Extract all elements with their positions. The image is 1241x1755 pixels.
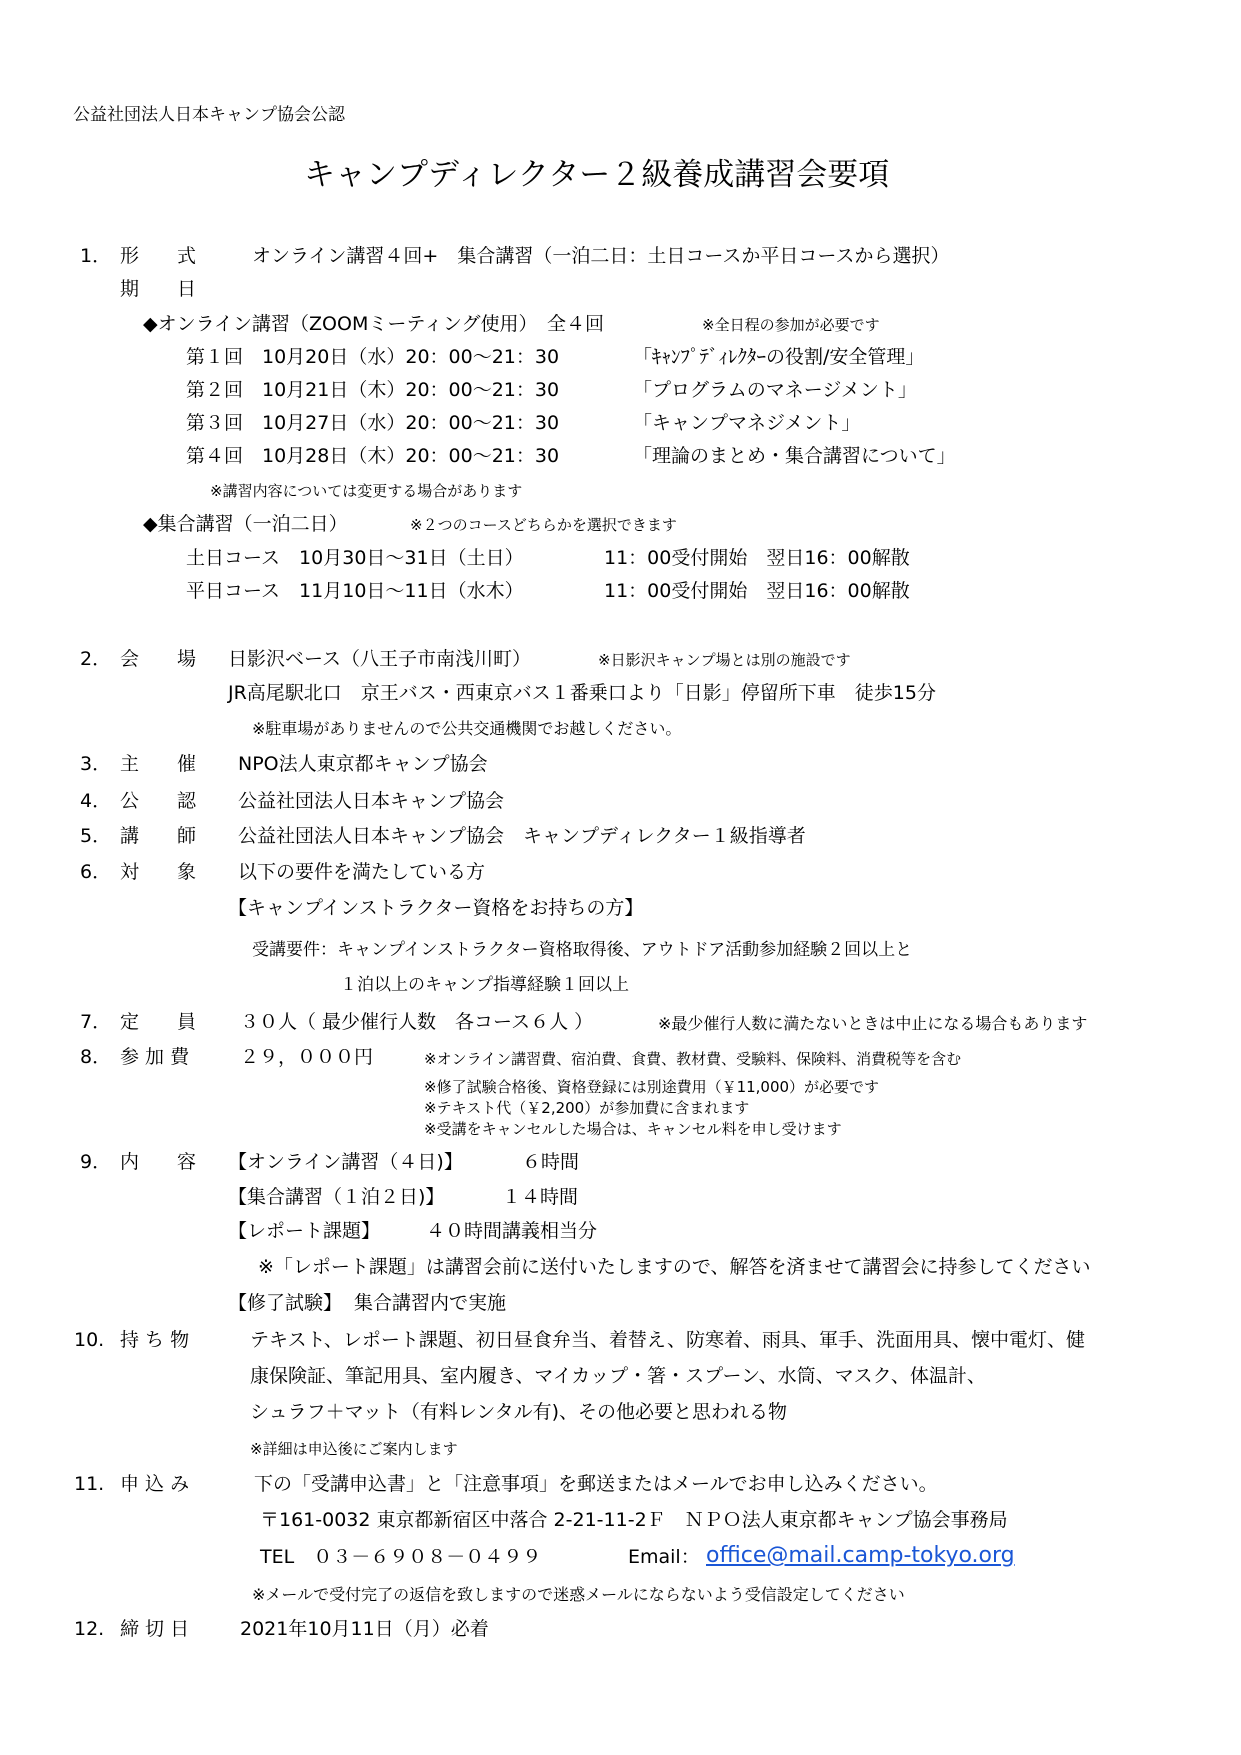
section-2-number: 2． — [80, 648, 112, 670]
group-heading: ◆集合講習（一泊二日） — [143, 513, 348, 535]
venue-note: ※日影沢キャンプ場とは別の施設です — [598, 651, 851, 669]
course-weekend-time: 11：00受付開始 翌日16：00解散 — [604, 547, 910, 569]
section-7-number: 7． — [80, 1011, 112, 1033]
section-11-number: 11. — [74, 1473, 105, 1495]
section-9-number: 9． — [80, 1151, 112, 1173]
email-note: ※メールで受付完了の返信を致しますので迷惑メールにならないよう受信設定してください — [252, 1585, 905, 1604]
content-online-value: ６時間 — [522, 1151, 580, 1173]
online-note: ※全日程の参加が必要です — [702, 316, 880, 334]
section-12-number: 12. — [74, 1618, 105, 1640]
capacity-note: ※最少催行人数に満たないときは中止になる場合もあります — [658, 1014, 1088, 1033]
section-4-number: 4． — [80, 790, 112, 812]
course-weekday-date: 平日コース 11月10日～11日（水木） — [186, 580, 524, 602]
section-2-label: 会 場 — [120, 648, 197, 670]
section-3-label: 主 催 — [120, 753, 197, 775]
section-5-number: 5． — [80, 825, 112, 847]
session-4-topic: 「理論のまとめ・集合講習について」 — [633, 445, 956, 467]
content-group-name: 【集合講習（１泊２日)】 — [228, 1186, 445, 1208]
requirement-line-1: 受講要件：キャンプインストラクター資格取得後、アウトドア活動参加経験２回以上と — [252, 940, 913, 960]
target-text: 以下の要件を満たしている方 — [238, 861, 486, 883]
section-4-label: 公 認 — [120, 790, 197, 812]
section-11-label: 申 込 み — [120, 1473, 190, 1495]
section-1-label: 形 式 — [120, 245, 197, 267]
fee: ２９，０００円 — [240, 1046, 374, 1068]
content-report-name: 【レポート課題】 — [228, 1220, 381, 1242]
instructor: 公益社団法人日本キャンプ協会 キャンプディレクター１級指導者 — [238, 825, 806, 847]
requirement-line-2: １泊以上のキャンプ指導経験１回以上 — [340, 975, 629, 995]
section-6-label: 対 象 — [120, 861, 197, 883]
group-note: ※２つのコースどちらかを選択できます — [410, 516, 677, 534]
exam-name: 【修了試験】 — [228, 1292, 343, 1314]
report-note: ※「レポート課題」は講習会前に送付いたしますので、解答を済ませて講習会に持参してください — [258, 1256, 1091, 1278]
section-1-date-label: 期 日 — [120, 278, 197, 300]
session-1-topic: 「ｷｬﾝﾌﾟﾃﾞｨﾚｸﾀｰの役割/安全管理」 — [633, 346, 925, 368]
target-bracket: 【キャンプインストラクター資格をお持ちの方】 — [228, 897, 644, 919]
fee-note-4: ※受講をキャンセルした場合は、キャンセル料を申し受けます — [424, 1120, 842, 1138]
belongings-line-1: テキスト、レポート課題、初日昼食弁当、着替え、防寒着、雨具、軍手、洗面用具、懐中電灯、健 — [250, 1329, 1086, 1351]
section-1-number: 1． — [80, 245, 112, 267]
content-report-value: ４０時間講義相当分 — [426, 1220, 598, 1242]
office-tel: TEL ０３－６９０８－０４９９ — [260, 1546, 542, 1568]
section-10-number: 10. — [74, 1329, 105, 1351]
section-8-number: 8． — [80, 1046, 112, 1068]
fee-note-1: ※オンライン講習費、宿泊費、食費、教材費、受験料、保険料、消費税等を含む — [424, 1050, 962, 1068]
section-8-label: 参 加 費 — [120, 1046, 190, 1068]
session-1-date: 第１回 10月20日（水）20：00～21：30 — [186, 346, 560, 368]
session-3-date: 第３回 10月27日（水）20：00～21：30 — [186, 412, 560, 434]
session-2-date: 第２回 10月21日（木）20：00～21：30 — [186, 379, 560, 401]
organizer: NPO法人東京都キャンプ協会 — [238, 753, 488, 775]
section-1-format: オンライン講習４回+ 集合講習（一泊二日：土日コースか平日コースから選択） — [252, 245, 950, 267]
session-3-topic: 「キャンプマネジメント」 — [633, 412, 861, 434]
section-3-number: 3． — [80, 753, 112, 775]
belongings-note: ※詳細は申込後にご案内します — [250, 1440, 458, 1458]
section-7-label: 定 員 — [120, 1011, 197, 1033]
venue-access: JR高尾駅北口 京王バス・西東京バス１番乗口より「日影」停留所下車 徒歩15分 — [228, 682, 936, 704]
online-heading: ◆オンライン講習（ZOOMミーティング使用） 全４回 — [143, 313, 604, 335]
office-address: 〒161-0032 東京都新宿区中落合 2-21-11-2Ｆ ＮＰＯ法人東京都キャンプ協会事務局 — [260, 1509, 1008, 1531]
venue-name: 日影沢ベース（八王子市南浅川町） — [228, 648, 532, 670]
course-weekday-time: 11：00受付開始 翌日16：00解散 — [604, 580, 910, 602]
approver: 公益社団法人日本キャンプ協会 — [238, 790, 505, 812]
session-2-topic: 「プログラムのマネージメント」 — [633, 379, 917, 401]
deadline: 2021年10月11日（月）必着 — [240, 1618, 489, 1640]
section-5-label: 講 師 — [120, 825, 197, 847]
email-label: Email： — [628, 1546, 700, 1568]
page-title: キャンプディレクター２級養成講習会要項 — [304, 157, 890, 193]
fee-note-3: ※テキスト代（￥2,200）が参加費に含まれます — [424, 1099, 750, 1117]
content-group-value: １４時間 — [502, 1186, 579, 1208]
section-9-label: 内 容 — [120, 1151, 197, 1173]
application-text: 下の「受講申込書」と「注意事項」を郵送またはメールでお申し込みください。 — [254, 1473, 938, 1495]
org-approval: 公益社団法人日本キャンプ協会公認 — [73, 105, 345, 125]
course-weekend-date: 土日コース 10月30日～31日（土日） — [186, 547, 524, 569]
section-6-number: 6． — [80, 861, 112, 883]
change-note: ※講習内容については変更する場合があります — [210, 482, 523, 500]
exam-value: 集合講習内で実施 — [354, 1292, 507, 1314]
content-online-name: 【オンライン講習（４日)】 — [228, 1151, 463, 1173]
session-4-date: 第４回 10月28日（木）20：00～21：30 — [186, 445, 560, 467]
parking-note: ※駐車場がありませんので公共交通機関でお越しください。 — [252, 719, 682, 738]
fee-note-2: ※修了試験合格後、資格登録には別途費用（￥11,000）が必要です — [424, 1078, 880, 1096]
section-12-label: 締 切 日 — [120, 1618, 190, 1640]
belongings-line-3: シュラフ＋マット（有料レンタル有)、その他必要と思われる物 — [250, 1401, 788, 1423]
belongings-line-2: 康保険証、筆記用具、室内履き、マイカップ・箸・スプーン、水筒、マスク、体温計、 — [250, 1365, 986, 1387]
email-link[interactable]: office@mail.camp-tokyo.org — [706, 1543, 1015, 1568]
capacity: ３０人（ 最少催行人数 各コース６人 ） — [240, 1011, 594, 1033]
section-10-label: 持 ち 物 — [120, 1329, 190, 1351]
